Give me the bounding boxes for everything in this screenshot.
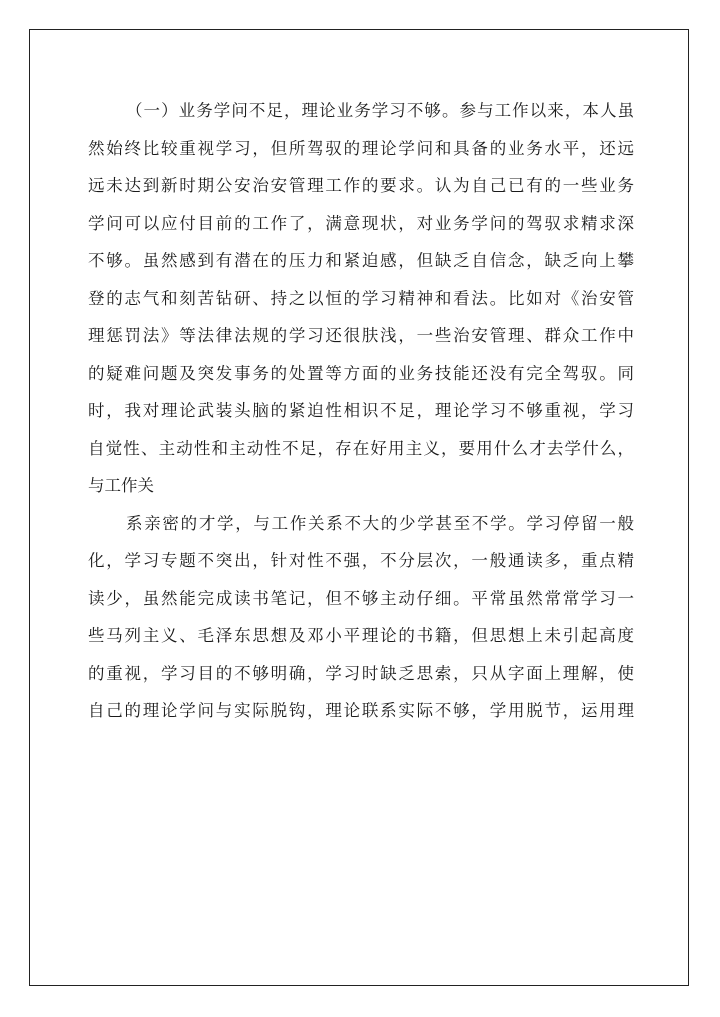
text-line: 理惩罚法》等法律法规的学习还很肤浅，一些治安管理、群众工作中 [88,326,634,345]
document-body [88,92,634,730]
text-line: 化，学习专题不突出，针对性不强，不分层次，一般通读多，重点精 [88,551,634,570]
text-line: 自觉性、主动性和主动性不足，存在好用主义，要用什么才去学什么， [88,438,634,458]
text-line: 的疑难问题及突发事务的处置等方面的业务技能还没有完全驾驭。同 [88,363,634,383]
text-line: 的重视，学习目的不够明确，学习时缺乏思索，只从字面上理解，使 [88,663,634,683]
text-line: 时，我对理论武装头脑的紧迫性相识不足，理论学习不够重视，学习 [88,401,634,420]
text-line: 不够。虽然感到有潜在的压力和紧迫感，但缺乏自信念，缺乏向上攀 [88,251,634,270]
paragraph-2 [88,505,634,730]
text-line-last: 与工作关 [88,476,154,495]
text-line: 学问可以应付目前的工作了，满意现状，对业务学问的驾驭求精求深 [88,213,634,233]
paragraph-1 [88,92,634,505]
text-line: 系亲密的才学，与工作关系不大的少学甚至不学。学习停留一般 [126,513,634,533]
text-line: 然始终比较重视学习，但所驾驭的理论学问和具备的业务水平，还远 [88,138,634,158]
text-line: 远未达到新时期公安治安管理工作的要求。认为自己已有的一些业务 [88,176,634,195]
text-line: 自己的理论学问与实际脱钩，理论联系实际不够，学用脱节，运用理 [88,701,634,720]
text-line: （一）业务学问不足，理论业务学习不够。参与工作以来，本人虽 [126,101,634,120]
text-line: 读少，虽然能完成读书笔记，但不够主动仔细。平常虽然常常学习一 [88,588,634,608]
text-line: 些马列主义、毛泽东思想及邓小平理论的书籍，但思想上未引起高度 [88,626,634,645]
text-line: 登的志气和刻苦钻研、持之以恒的学习精神和看法。比如对《治安管 [88,288,634,308]
